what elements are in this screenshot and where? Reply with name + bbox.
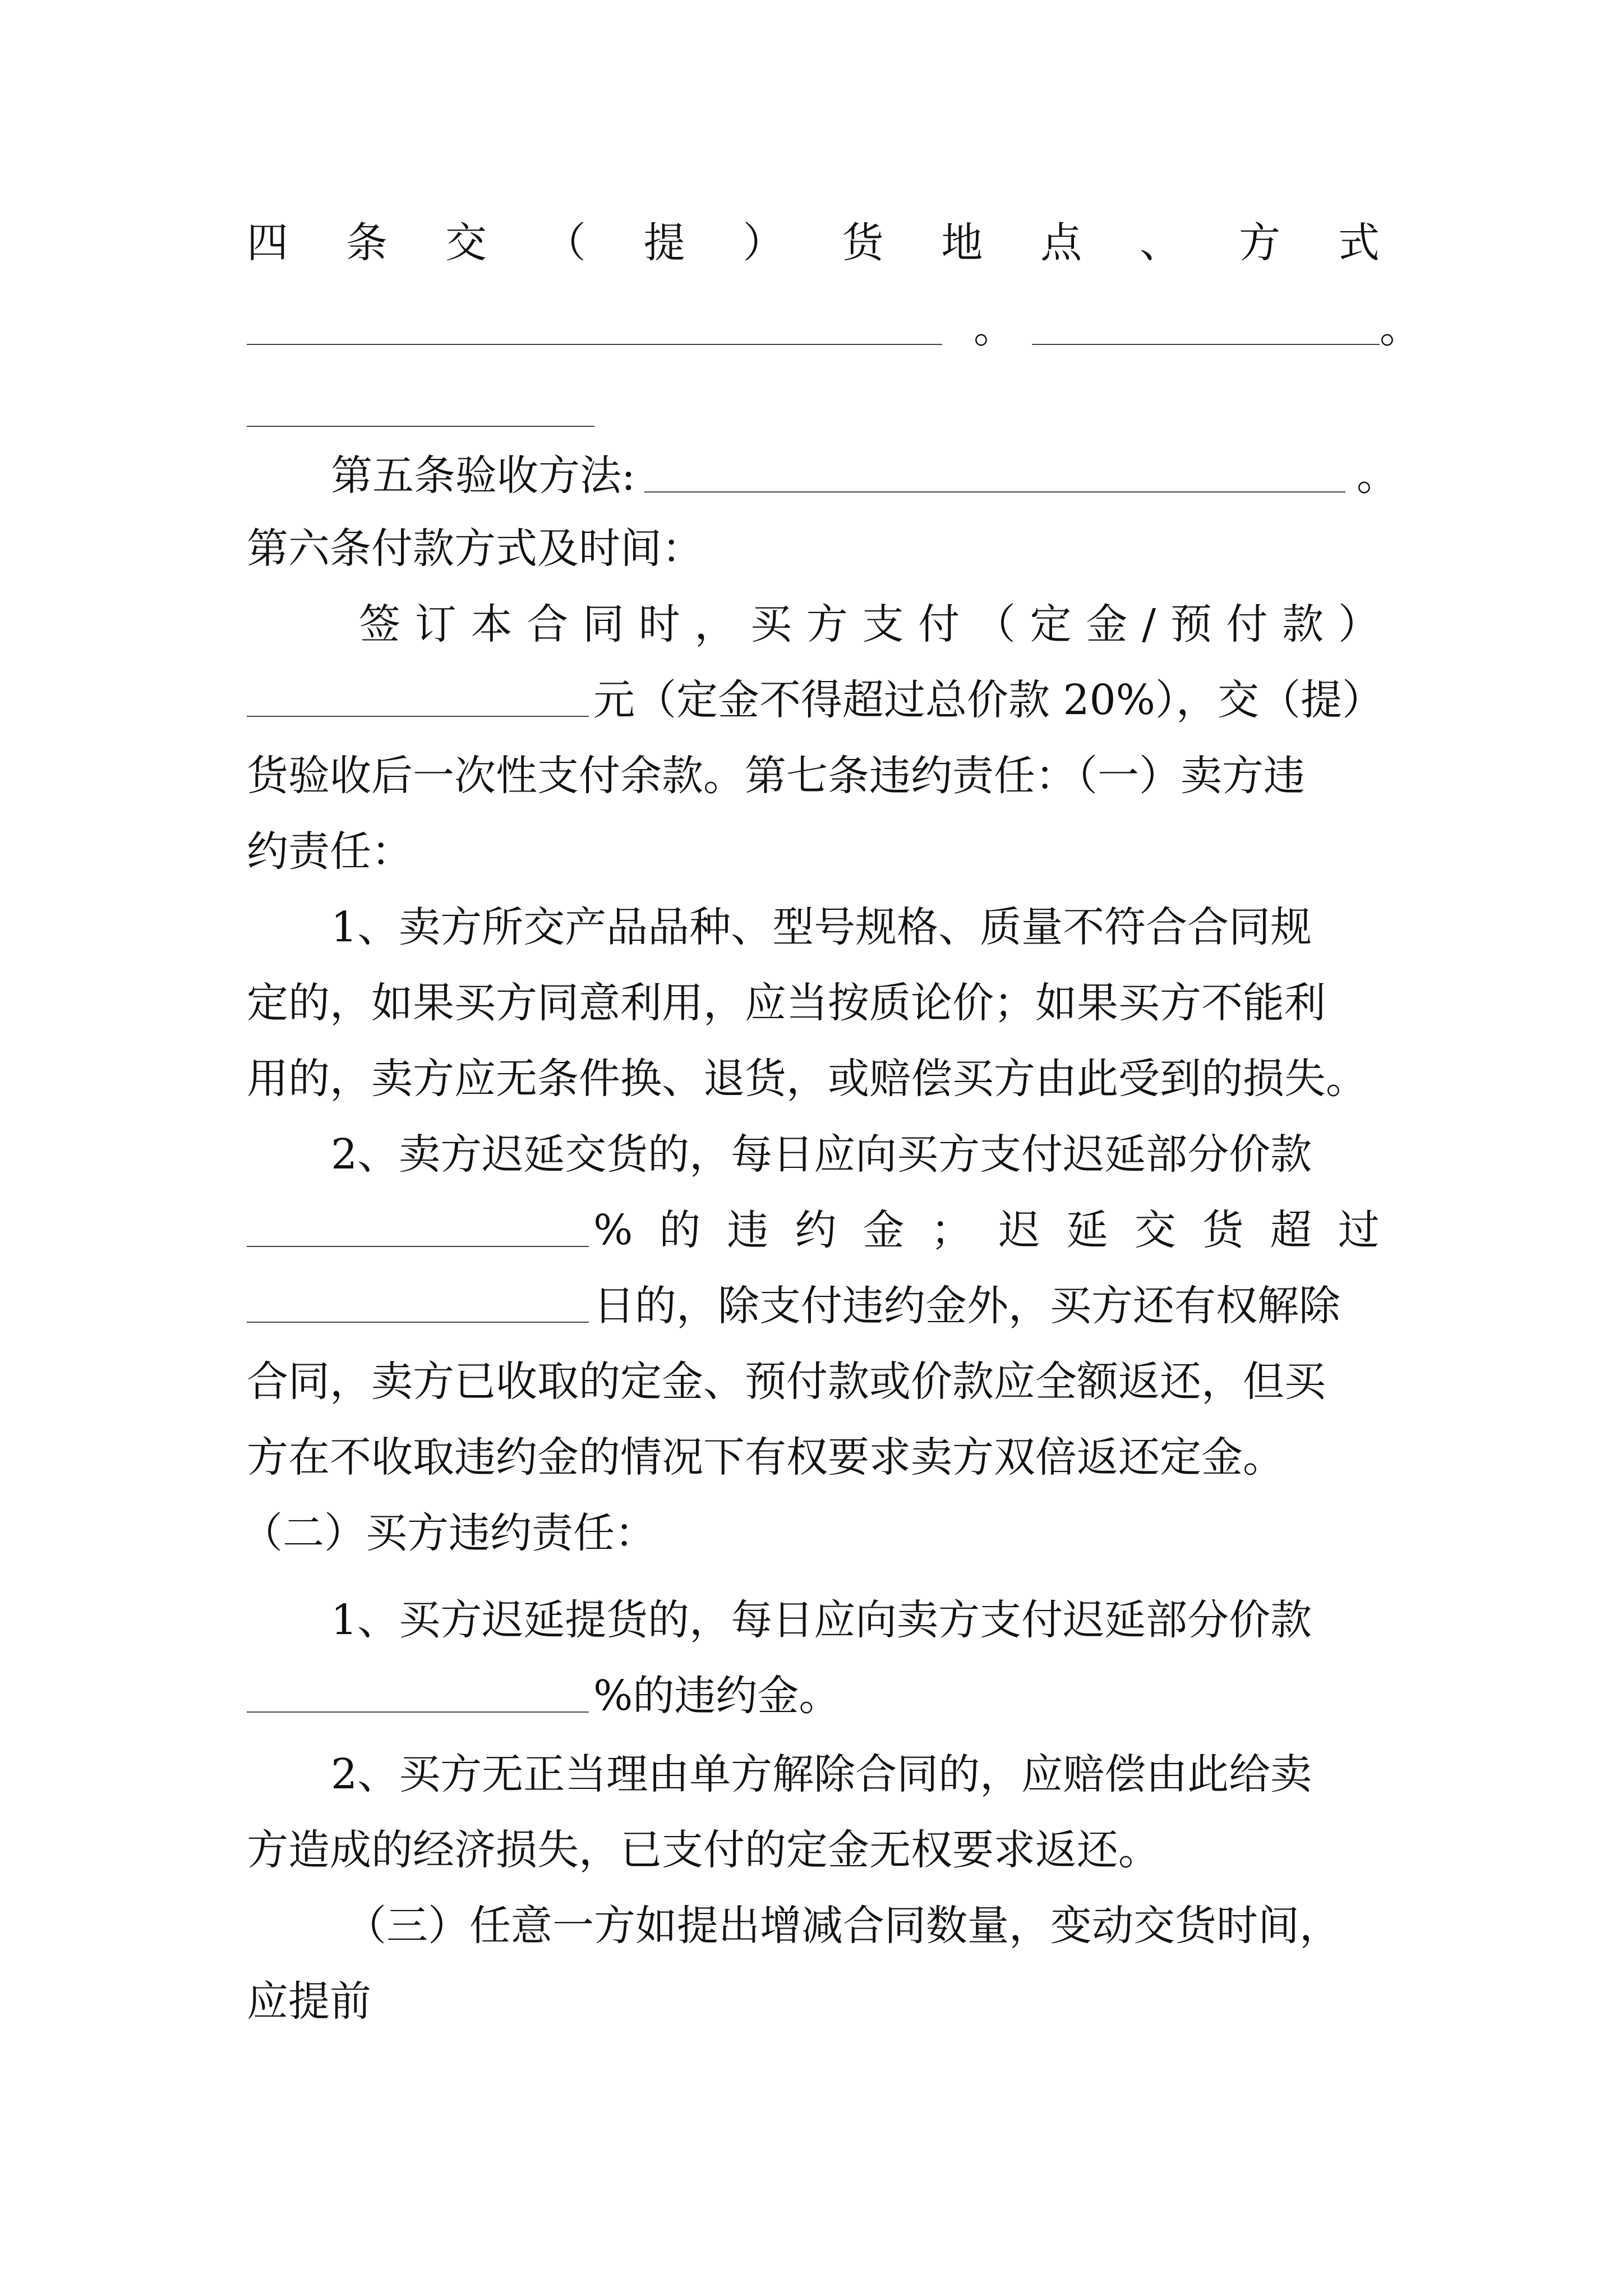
- clause-4-extra-blank-line: [247, 383, 1380, 437]
- clause-6-text: 第六条付款方式及时间：: [247, 524, 703, 573]
- payment-char: （: [974, 600, 1016, 648]
- line-12: [247, 1052, 1380, 1106]
- deposit-amount-blank[interactable]: [247, 683, 589, 717]
- line-11-text: 定的，如果买方同意利用，应当按质论价；如果买方不能利: [247, 979, 1326, 1027]
- line-18-text: （二）买方违约责任：: [241, 1509, 656, 1557]
- line-20-text: %的违约金。: [593, 1672, 841, 1720]
- clause-4-char: （: [544, 219, 586, 267]
- penalty-char: 迟: [998, 1206, 1040, 1254]
- clause-4-char: 条: [345, 219, 388, 267]
- penalty-char: 过: [1338, 1206, 1380, 1254]
- clause-5: [331, 449, 1398, 503]
- clause-4-char: ）: [743, 219, 785, 267]
- line-10: [331, 900, 1380, 954]
- penalty-char: 约: [795, 1206, 837, 1254]
- payment-char: /: [1142, 600, 1156, 648]
- payment-char: 预: [1170, 600, 1212, 648]
- penalty-char: 超: [1270, 1206, 1312, 1254]
- line-22: [247, 1823, 1380, 1877]
- line-24: [247, 1975, 1380, 2028]
- payment-char: 签: [359, 600, 400, 648]
- penalty-char: 违: [727, 1206, 769, 1254]
- payment-char: 同: [582, 600, 624, 648]
- clause-4-char: 点: [1040, 219, 1082, 267]
- clause-4-char: 四: [247, 219, 288, 267]
- line-17-text: 方在不收取违约金的情况下有权要求卖方双倍返还定金。: [247, 1433, 1284, 1481]
- clause-4-blanks: [247, 301, 1421, 355]
- line-17: [247, 1430, 1380, 1484]
- payment-line-2: [247, 673, 1384, 727]
- inspection-method-blank[interactable]: [644, 459, 1345, 493]
- line-10-text: 1、卖方所交产品品种、型号规格、质量不符合合同规: [331, 903, 1312, 951]
- line-21-text: 2、买方无正当理由单方解除合同的，应赔偿由此给卖: [331, 1750, 1312, 1798]
- payment-char: 款: [1282, 600, 1324, 648]
- payment-char: 付: [918, 600, 960, 648]
- line-9: [247, 825, 1380, 878]
- line-13: [331, 1128, 1380, 1181]
- line-23: [345, 1899, 1382, 1953]
- payment-char: 金: [1086, 600, 1128, 648]
- line-19-text: 1、买方迟延提货的，每日应向卖方支付迟延部分价款: [331, 1596, 1312, 1644]
- delay-days-blank[interactable]: [247, 1289, 589, 1323]
- line-8: [247, 749, 1380, 803]
- payment-char: 买: [750, 600, 792, 648]
- line-9-text: 约责任：: [247, 827, 413, 876]
- line-12-text: 用的，卖方应无条件换、退货，或赔偿买方由此受到的损失。: [247, 1055, 1367, 1103]
- payment-line-2-text: 元（定金不得超过总价款 20%），交（提）: [593, 676, 1384, 724]
- clause-5-label: 第五条验收方法:: [331, 452, 635, 500]
- line-20: [247, 1669, 1380, 1723]
- clause-4-char: 交: [445, 219, 487, 267]
- penalty-char: 的: [659, 1206, 701, 1254]
- period-mark: 。: [974, 304, 1015, 352]
- line-14: [247, 1203, 1380, 1257]
- extra-blank[interactable]: [247, 393, 594, 427]
- payment-char: ）: [1338, 600, 1380, 648]
- payment-char: 时: [638, 600, 680, 648]
- line-15: [247, 1279, 1380, 1333]
- line-15-text: 日的，除支付违约金外，买方还有权解除: [593, 1282, 1340, 1330]
- penalty-char: ；: [930, 1206, 972, 1254]
- line-19: [331, 1593, 1380, 1647]
- penalty-char: 延: [1066, 1206, 1108, 1254]
- payment-char: 方: [806, 600, 848, 648]
- delivery-place-blank[interactable]: [247, 311, 942, 345]
- penalty-char: 货: [1202, 1206, 1244, 1254]
- clause-4-char: 、: [1140, 219, 1182, 267]
- payment-line-1: [359, 597, 1380, 651]
- payment-char: 本: [471, 600, 513, 648]
- penalty-char: 金: [863, 1206, 905, 1254]
- buyer-penalty-rate-blank[interactable]: [247, 1679, 589, 1713]
- period-mark: 。: [1356, 452, 1398, 500]
- clause-4-char: 提: [643, 219, 685, 267]
- delivery-method-blank[interactable]: [1032, 311, 1380, 345]
- clause-6-heading: [247, 522, 1380, 576]
- line-18: [241, 1506, 1374, 1560]
- line-14-text: [593, 1203, 1380, 1257]
- period-mark: 。: [1380, 304, 1421, 352]
- clause-4-char: 地: [941, 219, 983, 267]
- line-24-text: 应提前: [247, 1977, 371, 2026]
- clause-4-char: 货: [842, 219, 884, 267]
- payment-char: 付: [1226, 600, 1268, 648]
- line-16: [247, 1355, 1380, 1409]
- line-11: [247, 976, 1380, 1030]
- penalty-char: 交: [1134, 1206, 1176, 1254]
- clause-4-char: 方: [1239, 219, 1281, 267]
- line-13-text: 2、卖方迟延交货的，每日应向买方支付迟延部分价款: [331, 1130, 1312, 1179]
- line-8-text: 货验收后一次性支付余款。第七条违约责任：（一）卖方违: [247, 752, 1305, 800]
- payment-char: ，: [694, 600, 736, 648]
- clause-4-char: 式: [1338, 219, 1380, 267]
- penalty-char: %: [593, 1206, 633, 1254]
- line-21: [331, 1747, 1380, 1801]
- payment-char: 合: [527, 600, 569, 648]
- clause-4-heading: [247, 216, 1380, 270]
- payment-char: 订: [414, 600, 457, 648]
- line-23-text: （三）任意一方如提出增减合同数量，变动交货时间，: [345, 1902, 1341, 1950]
- line-22-text: 方造成的经济损失，已支付的定金无权要求返还。: [247, 1826, 1160, 1874]
- payment-char: 定: [1030, 600, 1072, 648]
- payment-char: 支: [862, 600, 904, 648]
- penalty-rate-blank[interactable]: [247, 1213, 589, 1247]
- line-16-text: 合同，卖方已收取的定金、预付款或价款应全额返还，但买: [247, 1358, 1326, 1406]
